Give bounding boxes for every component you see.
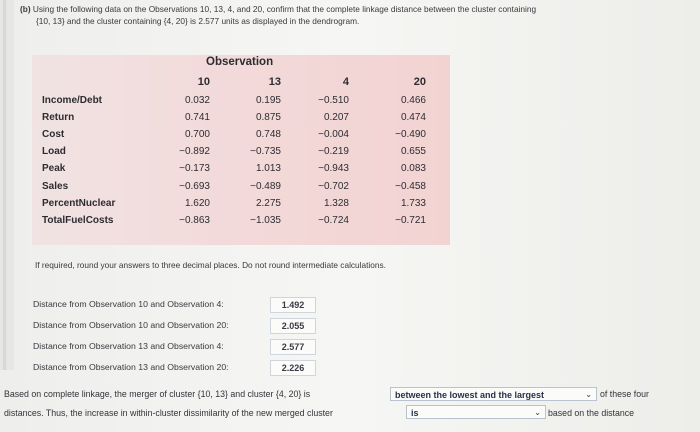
chevron-down-icon: ⌄ (534, 408, 541, 417)
question-part-label: (b) (20, 4, 31, 14)
distance-input-10-20[interactable]: 2.055 (270, 318, 316, 334)
table-cell: −1.035 (250, 214, 281, 226)
table-cell: 2.275 (255, 197, 281, 209)
column-header: 10 (197, 76, 210, 88)
table-cell: 1.328 (323, 197, 349, 209)
question-text-line1: Using the following data on the Observations 10, 13, 4, and 20, confirm that the complete linkage distance between the cluster containing (32, 4, 537, 14)
row-label: Load (42, 146, 66, 158)
table-cell: −0.892 (179, 146, 210, 158)
distance-input-13-4[interactable]: 2.577 (270, 339, 316, 355)
distance-label-10-4: Distance from Observation 10 and Observation 4: (33, 299, 224, 309)
table-cell: 0.207 (323, 112, 349, 124)
table-cell: −0.490 (395, 129, 426, 141)
distance-input-10-4[interactable]: 1.492 (270, 297, 316, 313)
row-label: TotalFuelCosts (42, 214, 114, 226)
table-cell: 0.655 (400, 146, 426, 158)
distance-label-13-4: Distance from Observation 13 and Observation 4: (33, 341, 224, 351)
table-cell: −0.863 (179, 214, 210, 226)
conclusion-text-line2-end: based on the distance (548, 408, 635, 418)
conclusion-text-line2: distances. Thus, the increase in within-cluster dissimilarity of the new merged cluster (4, 408, 333, 418)
row-label: Peak (42, 163, 66, 175)
dissimilarity-increase-value: is (411, 408, 419, 418)
table-cell: −0.724 (318, 214, 349, 226)
chevron-down-icon: ⌄ (585, 390, 592, 399)
row-label: PercentNuclear (42, 197, 116, 209)
row-label: Income/Debt (42, 95, 103, 106)
table-cell: 1.733 (400, 197, 426, 209)
question-text-line2: {10, 13} and the cluster containing {4, 20} is 2.577 units as displayed in the dendrogram. (36, 15, 360, 26)
conclusion-text-line1-end: of these four (600, 389, 649, 399)
conclusion-text-line1: Based on complete linkage, the merger of cluster {10, 13} and cluster {4, 20} is (4, 389, 311, 399)
table-cell: 0.741 (184, 112, 210, 124)
table-cell: 0.195 (255, 95, 281, 106)
distance-label-13-20: Distance from Observation 13 and Observation 20: (33, 362, 229, 372)
table-cell: −0.510 (318, 95, 349, 106)
merger-comparison-dropdown[interactable] (390, 387, 597, 401)
rounding-instruction: If required, round your answers to three decimal places. Do not round intermediate calculations. (35, 260, 386, 270)
table-cell: −0.721 (395, 214, 426, 226)
column-header: 4 (342, 76, 349, 88)
column-header: 13 (268, 76, 281, 88)
column-header: 20 (413, 76, 426, 88)
table-cell: −0.219 (318, 146, 349, 158)
table-cell: −0.693 (179, 180, 210, 192)
table-cell: −0.173 (179, 163, 210, 175)
table-cell: 0.466 (400, 95, 426, 106)
table-cell: 0.700 (184, 129, 210, 141)
table-cell: 1.013 (255, 163, 281, 175)
row-label: Return (42, 112, 75, 124)
table-cell: −0.943 (318, 163, 349, 175)
table-cell: −0.735 (250, 146, 281, 158)
table-cell: 0.032 (184, 95, 210, 106)
table-cell: 0.083 (400, 163, 426, 175)
distance-input-13-20[interactable]: 2.226 (270, 360, 316, 376)
merger-comparison-value: between the lowest and the largest (395, 390, 545, 400)
row-label: Sales (42, 180, 69, 192)
row-label: Cost (42, 129, 65, 141)
table-cell: 0.875 (255, 112, 281, 124)
table-cell: 1.620 (184, 197, 210, 209)
table-cell: −0.458 (395, 180, 426, 192)
table-cell: −0.489 (250, 180, 281, 192)
table-cell: 0.748 (255, 129, 281, 141)
table-cell: −0.004 (318, 129, 349, 141)
left-margin-stripe (0, 0, 14, 370)
question-header (20, 4, 690, 27)
table-cell: −0.702 (318, 180, 349, 192)
table-cell: 0.474 (400, 112, 426, 124)
observation-title: Observation (206, 56, 274, 68)
distance-label-10-20: Distance from Observation 10 and Observation 20: (33, 320, 229, 330)
dissimilarity-increase-dropdown[interactable] (406, 405, 546, 419)
